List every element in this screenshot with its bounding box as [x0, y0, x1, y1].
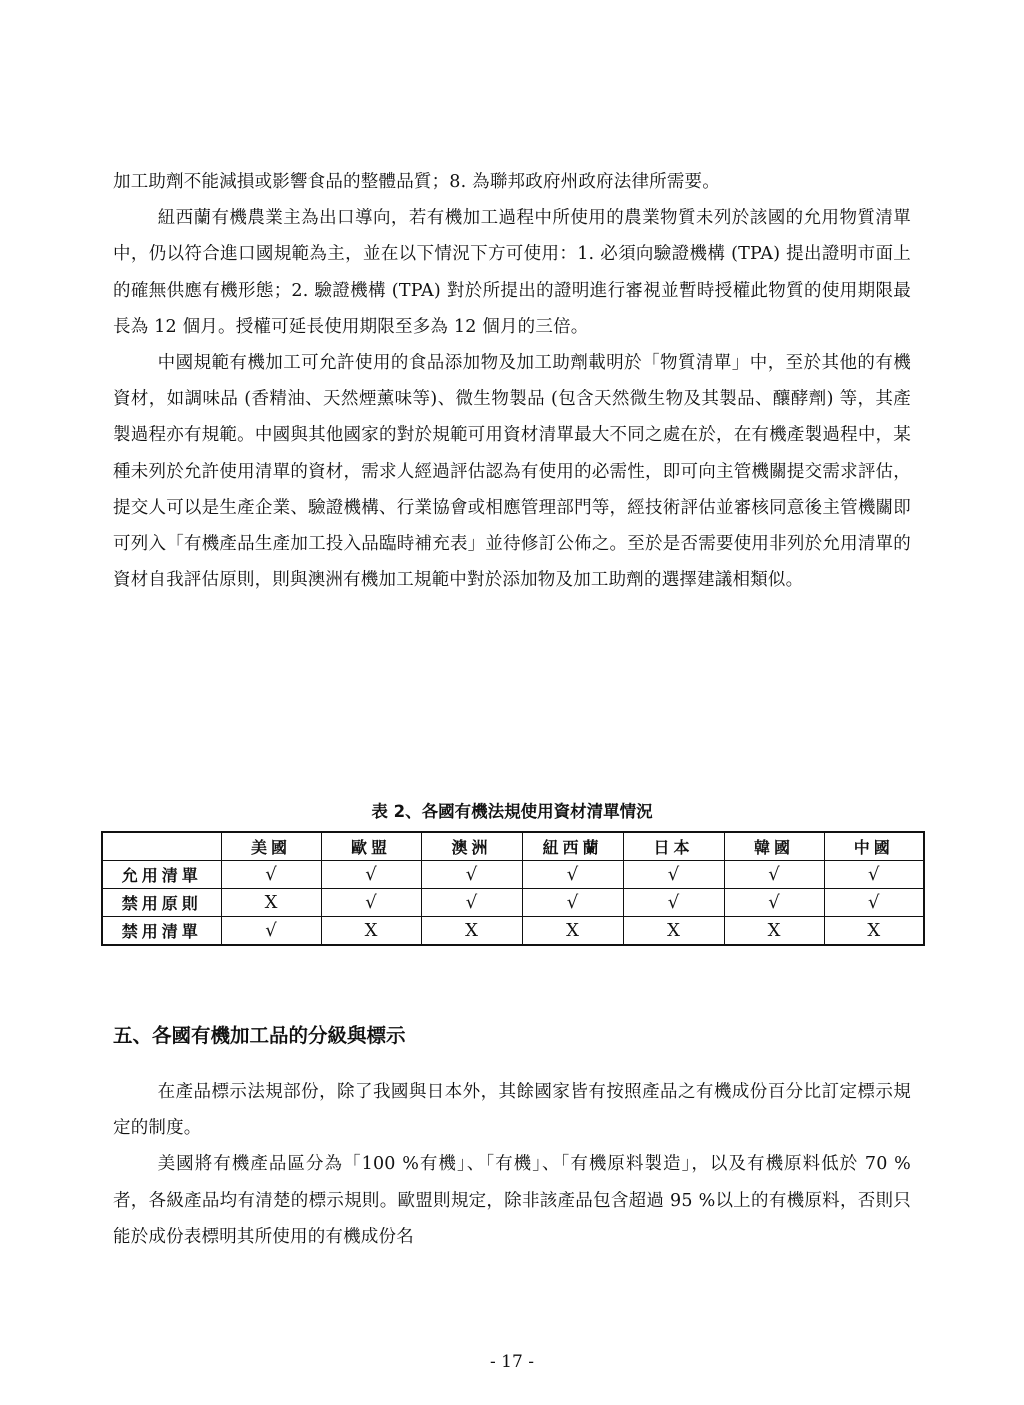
table-cell: √	[522, 861, 623, 889]
table-cell: X	[321, 917, 421, 946]
table-cell: √	[221, 861, 321, 889]
table-cell: X	[221, 889, 321, 917]
table-row	[102, 861, 924, 889]
paragraph-processing-aids: 加工助劑不能減損或影響食品的整體品質；8. 為聯邦政府州政府法律所需要。	[113, 172, 720, 192]
table-cell: X	[824, 917, 924, 946]
table-cell: √	[623, 861, 724, 889]
table-row-label: 禁用原則	[102, 889, 221, 917]
table-cell: √	[321, 861, 421, 889]
table-row	[102, 917, 924, 946]
table-row-label: 允用清單	[102, 861, 221, 889]
table-body	[102, 861, 924, 946]
body-text-top	[113, 164, 911, 598]
table-header-cell: 澳洲	[421, 832, 522, 861]
table-cell: √	[824, 861, 924, 889]
table-cell: X	[522, 917, 623, 946]
table-cell: √	[724, 889, 824, 917]
table-cell: √	[623, 889, 724, 917]
table-cell: X	[421, 917, 522, 946]
regulation-table	[101, 831, 925, 946]
paragraph-usa-eu: 美國將有機產品區分為「100 %有機」、「有機」、「有機原料製造」，以及有機原料低於 70 %者，各級產品均有清楚的標示規則。歐盟則規定，除非該產品包含超過 95 %以上的有機原料，否則只能於成份表標明其所使用的有機成份名	[113, 1154, 911, 1247]
section-heading: 五、各國有機加工品的分級與標示	[113, 1024, 406, 1047]
table-caption: 表 2、各國有機法規使用資材清單情況	[371, 802, 653, 821]
table-header-cell: 中國	[824, 832, 924, 861]
table-row-label: 禁用清單	[102, 917, 221, 946]
table-corner-cell	[102, 832, 221, 861]
table-cell: √	[421, 861, 522, 889]
table-header-cell: 美國	[221, 832, 321, 861]
page-number: - 17 -	[490, 1352, 534, 1372]
table-cell: √	[321, 889, 421, 917]
table-cell: √	[221, 917, 321, 946]
body-text-bottom	[113, 1074, 911, 1255]
table-cell: X	[623, 917, 724, 946]
table-header-cell: 日本	[623, 832, 724, 861]
table-row	[102, 889, 924, 917]
table-cell: X	[724, 917, 824, 946]
table-cell: √	[824, 889, 924, 917]
table-cell: √	[522, 889, 623, 917]
paragraph-new-zealand: 紐西蘭有機農業主為出口導向，若有機加工過程中所使用的農業物質未列於該國的允用物質清單中，仍以符合進口國規範為主，並在以下情況下方可使用：1. 必須向驗證機構 (TPA) 提出證明市面上的確無供應有機形態；2. 驗證機構 (TPA) 對於所提出的證明進行審視並暫時授權此物質的使用期限最長為 12 個月。授權可延長使用期限至多為 12 個月的三倍。	[113, 208, 911, 337]
paragraph-labeling: 在產品標示法規部份，除了我國與日本外，其餘國家皆有按照產品之有機成份百分比訂定標示規定的制度。	[113, 1082, 911, 1139]
paragraph-china: 中國規範有機加工可允許使用的食品添加物及加工助劑載明於「物質清單」中，至於其他的有機資材，如調味品 (香精油、天然煙薰味等)、微生物製品 (包含天然微生物及其製品、釀酵劑) 等，其產製過程亦有規範。中國與其他國家的對於規範可用資材清單最大不同之處在於，在有機產製過程中，某種未列於允許使用清單的資材，需求人經過評估認為有使用的必需性，即可向主管機關提交需求評估，提交人可以是生產企業、驗證機構、行業協會或相應管理部門等，經技術評估並審核同意後主管機關即可列入「有機產品生產加工投入品臨時補充表」並待修訂公佈之。至於是否需要使用非列於允用清單的資材自我評估原則，則與澳洲有機加工規範中對於添加物及加工助劑的選擇建議相類似。	[113, 353, 911, 591]
table-header-cell: 歐盟	[321, 832, 421, 861]
table-header-cell: 韓國	[724, 832, 824, 861]
table-cell: √	[724, 861, 824, 889]
table-cell: √	[421, 889, 522, 917]
table-header-row	[102, 832, 924, 861]
table-header-cell: 紐西蘭	[522, 832, 623, 861]
